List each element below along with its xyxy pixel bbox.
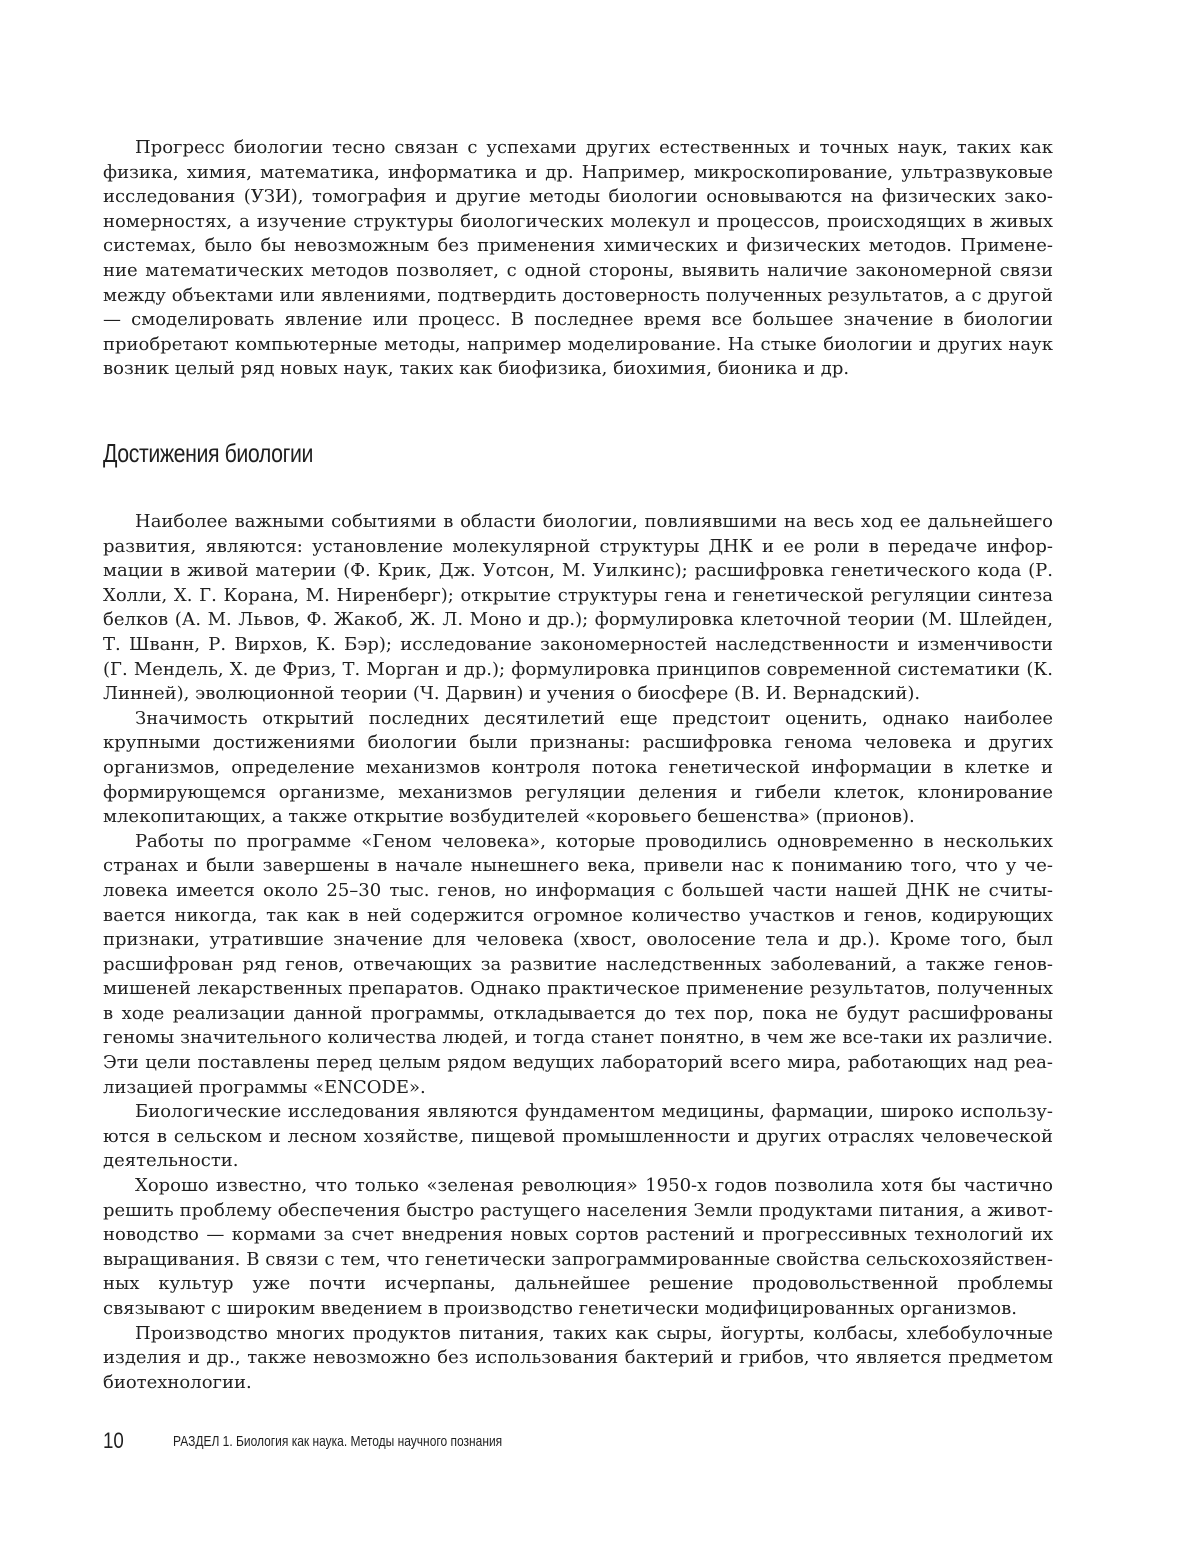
paragraph-recent-achievements: Значимость открытий последних десятилетий еще предстоит оценить, однако наиболее крупными достижениями биологии были признаны: расшифровка генома человека и других организмов, определение механизмов контроля потока генетической информации в клетке и формирующемся организме, механизмов регуляции деления и гибели клеток, клонирование млекопитающих, а также открытие возбудителей «коровьего бешенства» (прионов).	[103, 707, 1053, 828]
paragraph-discoveries: Наиболее важными событиями в области биологии, повлиявшими на весь ход ее дальнейшего развития, являются: установление молекулярной структуры ДНК и ее роли в передаче информации в живой материи (Ф. Крик, Дж. Уотсон, М. Уилкинс); расшифровка генетического кода (Р. Холли, Х. Г. Корана, М. Ниренберг); открытие структуры гена и генетической регуляции синтеза белков (А. М. Львов, Ф. Жакоб, Ж. Л. Моно и др.); формулировка клеточной теории (М. Шлейден, Т. Шванн, Р. Вирхов, К. Бэр); исследование закономерностей наследственности и изменчивости (Г. Мендель, Х. де Фриз, Т. Морган и др.); формулировка принципов современной систематики (К. Линней), эволюционной теории (Ч. Дарвин) и учения о биосфере (В. И. Вернадский).	[103, 511, 1053, 705]
main-section	[103, 510, 1053, 1395]
intro-paragraph: Прогресс биологии тесно связан с успехами других естественных и точных наук, таких как физика, химия, математика, информатика и др. Например, микроскопирование, ультразвуковые исследования (УЗИ), томография и другие методы биологии основываются на физических закономерностях, а изучение структуры биологических молекул и процессов, происходящих в живых системах, было бы невозможным без применения химических и физических методов. Применение математических методов позволяет, с одной стороны, выявить наличие закономерной связи между объектами или явлениями, подтвердить достоверность полученных результатов, а с другой — смоделировать явление или процесс. В последнее время все большее значение в биологии приобретают компьютерные методы, например моделирование. На стыке биологии и других наук возник целый ряд новых наук, таких как биофизика, биохимия, бионика и др.	[103, 137, 1053, 380]
page-number: 10	[103, 1428, 124, 1453]
paragraph-green-revolution: Хорошо известно, что только «зеленая революция» 1950-х годов позволила хотя бы частично решить проблему обеспечения быстро растущего населения Земли продуктами питания, а животноводство — кормами за счет внедрения новых сортов растений и прогрессивных технологий их выращивания. В связи с тем, что генетически запрограммированные свойства сельскохозяйственных культур уже почти исчерпаны, дальнейшее решение продовольственной проблемы связывают с широким введением в производство генетически модифицированных организмов.	[103, 1175, 1053, 1319]
paragraph-human-genome: Работы по программе «Геном человека», которые проводились одновременно в нескольких странах и были завершены в начале нынешнего века, привели нас к пониманию того, что у человека имеется около 25–30 тыс. генов, но информация с большей части нашей ДНК не считывается никогда, так как в ней содержится огромное количество участков и генов, кодирующих признаки, утратившие значение для человека (хвост, оволосение тела и др.). Кроме того, был расшифрован ряд генов, отвечающих за развитие наследственных заболеваний, а также генов-мишеней лекарственных препаратов. Однако практическое применение результатов, полученных в ходе реализации данной программы, откладывается до тех пор, пока не будут расшифрованы геномы значительного количества людей, и тогда станет понятно, в чем же все-таки их различие. Эти цели поставлены перед целым рядом ведущих лабораторий всего мира, работающих над реализацией программы «ENCODE».	[103, 830, 1053, 1098]
running-head: РАЗДЕЛ 1. Биология как наука. Методы научного познания	[173, 1433, 503, 1450]
section-heading: Достижения биологии	[103, 438, 313, 468]
paragraph-biotechnology: Производство многих продуктов питания, таких как сыры, йогурты, колбасы, хлебобулочные изделия и др., также невозможно без использования бактерий и грибов, что является предметом биотехнологии.	[103, 1322, 1053, 1393]
paragraph-applications: Биологические исследования являются фундаментом медицины, фармации, широко используются в сельском и лесном хозяйстве, пищевой промышленности и других отраслях человеческой деятельности.	[103, 1101, 1053, 1172]
intro-section	[103, 136, 1053, 382]
